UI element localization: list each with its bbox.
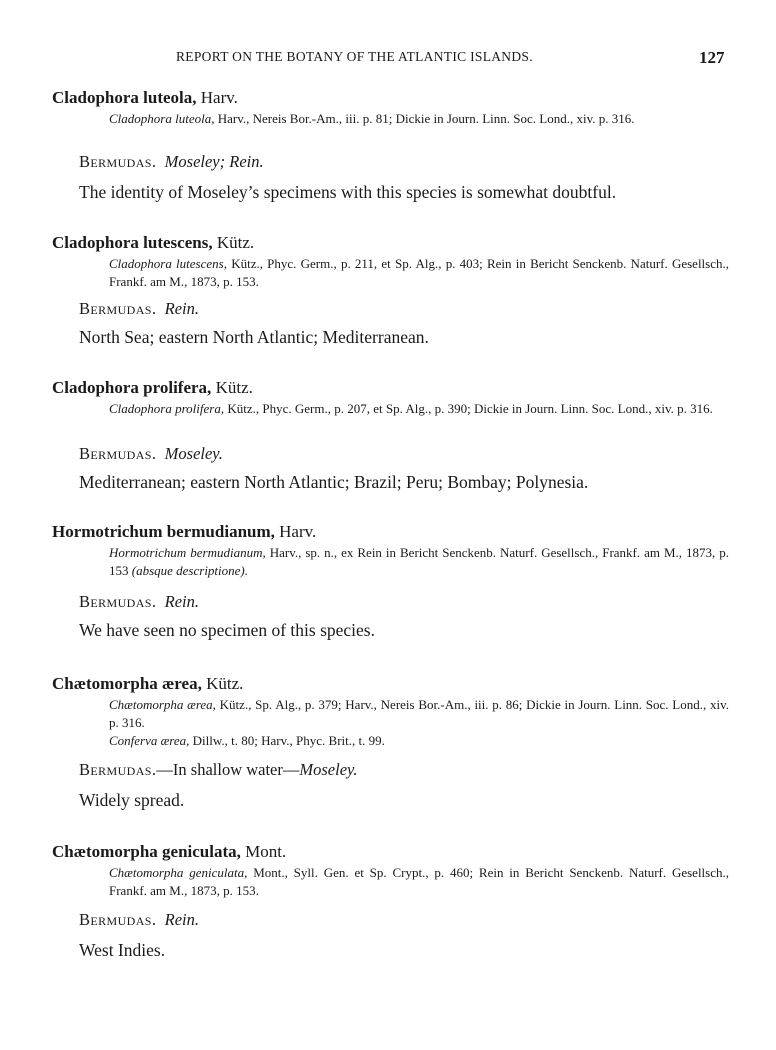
locality-line <box>79 444 223 464</box>
locality-line <box>79 910 199 930</box>
distribution-note: We have seen no specimen of this species. <box>79 620 375 640</box>
locality-place: Bermudas. <box>79 299 157 318</box>
reference-taxon: Conferva ærea, <box>109 733 190 748</box>
species-heading <box>52 233 254 253</box>
reference <box>109 110 729 128</box>
distribution-note: North Sea; eastern North Atlantic; Mediterranean. <box>79 327 429 347</box>
locality-habitat: —In shallow water— <box>156 760 300 779</box>
distribution-note: Widely spread. <box>79 790 185 810</box>
reference <box>109 544 729 580</box>
distribution-note: West Indies. <box>79 940 166 960</box>
locality-collector: Rein. <box>164 299 200 318</box>
reference <box>109 255 729 291</box>
reference-taxon: Chætomorpha geniculata, <box>109 865 248 880</box>
species-heading <box>52 378 253 398</box>
reference-note: (absque descriptione). <box>131 563 249 578</box>
reference-citation: Kütz., Phyc. Germ., p. 207, et Sp. Alg., p. 390; Dickie in Journ. Linn. Soc. Lond., xiv. p. 316. <box>227 401 713 416</box>
reference-taxon: Chætomorpha ærea, <box>109 697 216 712</box>
species-name: Hormotrichum bermudianum, <box>52 522 275 541</box>
species-name: Chætomorpha geniculata, <box>52 842 241 861</box>
locality-line <box>79 592 199 612</box>
locality-line <box>79 760 358 780</box>
species-authority: Kütz. <box>216 233 255 252</box>
locality-collector: Rein. <box>164 910 200 929</box>
species-authority: Kütz. <box>215 378 253 397</box>
distribution-note: Mediterranean; eastern North Atlantic; Brazil; Peru; Bombay; Polynesia. <box>79 472 589 492</box>
reference <box>109 400 729 418</box>
reference-taxon: Cladophora luteola, <box>109 111 215 126</box>
locality-collector: Rein. <box>164 592 200 611</box>
locality-place: Bermudas. <box>79 444 157 463</box>
reference-taxon: Cladophora prolifera, <box>109 401 225 416</box>
locality-line <box>79 152 264 172</box>
page-number: 127 <box>699 48 725 67</box>
reference <box>109 732 729 750</box>
synonymy-references <box>109 544 729 580</box>
reference-citation: Kütz., Phyc. Germ., p. 211, et Sp. Alg., p. 403; Rein in Bericht Senckenb. Naturf. Gesellsch., Frankf. am M., 1873, p. 153. <box>109 256 729 289</box>
synonymy-references <box>109 696 729 750</box>
species-name: Chætomorpha ærea, <box>52 674 202 693</box>
reference-citation: Harv., Nereis Bor.-Am., iii. p. 81; Dickie in Journ. Linn. Soc. Lond., xiv. p. 316. <box>217 111 635 126</box>
reference-taxon: Cladophora lutescens, <box>109 256 227 271</box>
locality-collector: Moseley; Rein. <box>164 152 264 171</box>
species-authority: Mont. <box>245 842 287 861</box>
species-authority: Kütz. <box>206 674 244 693</box>
distribution-note: The identity of Moseley’s specimens with this species is somewhat doubtful. <box>79 182 617 202</box>
species-authority: Harv. <box>200 88 238 107</box>
running-title: REPORT ON THE BOTANY OF THE ATLANTIC ISLANDS. <box>176 49 533 64</box>
reference-citation: Kütz., Sp. Alg., p. 379; Harv., Nereis Bor.-Am., iii. p. 86; Dickie in Journ. Linn. Soc. Lond., xiv. p. 316. <box>109 697 729 730</box>
reference-taxon: Hormotrichum bermudianum, <box>109 545 266 560</box>
synonymy-references <box>109 110 729 128</box>
locality-line <box>79 299 199 319</box>
reference-citation: Dillw., t. 80; Harv., Phyc. Brit., t. 99. <box>192 733 385 748</box>
reference <box>109 696 729 732</box>
synonymy-references <box>109 255 729 291</box>
synonymy-references <box>109 864 729 900</box>
reference-citation: Harv., sp. n., ex Rein in Bericht Senckenb. Naturf. Gesellsch., Frankf. am M., 1873, p. 153 <box>109 545 729 578</box>
species-heading <box>52 88 238 108</box>
species-name: Cladophora lutescens, <box>52 233 213 252</box>
species-heading <box>52 522 316 542</box>
locality-place: Bermudas. <box>79 760 157 779</box>
reference <box>109 864 729 900</box>
locality-place: Bermudas. <box>79 152 157 171</box>
locality-place: Bermudas. <box>79 910 157 929</box>
synonymy-references <box>109 400 729 418</box>
locality-place: Bermudas. <box>79 592 157 611</box>
reference-citation: Mont., Syll. Gen. et Sp. Crypt., p. 460; Rein in Bericht Senckenb. Naturf. Gesellsch., Frankf. am M., 1873, p. 153. <box>109 865 729 898</box>
locality-collector: Moseley. <box>164 444 223 463</box>
species-authority: Harv. <box>279 522 317 541</box>
locality-collector: Moseley. <box>299 760 358 779</box>
species-name: Cladophora luteola, <box>52 88 197 107</box>
species-heading <box>52 674 243 694</box>
species-name: Cladophora prolifera, <box>52 378 212 397</box>
species-heading <box>52 842 286 862</box>
running-header <box>0 48 776 70</box>
